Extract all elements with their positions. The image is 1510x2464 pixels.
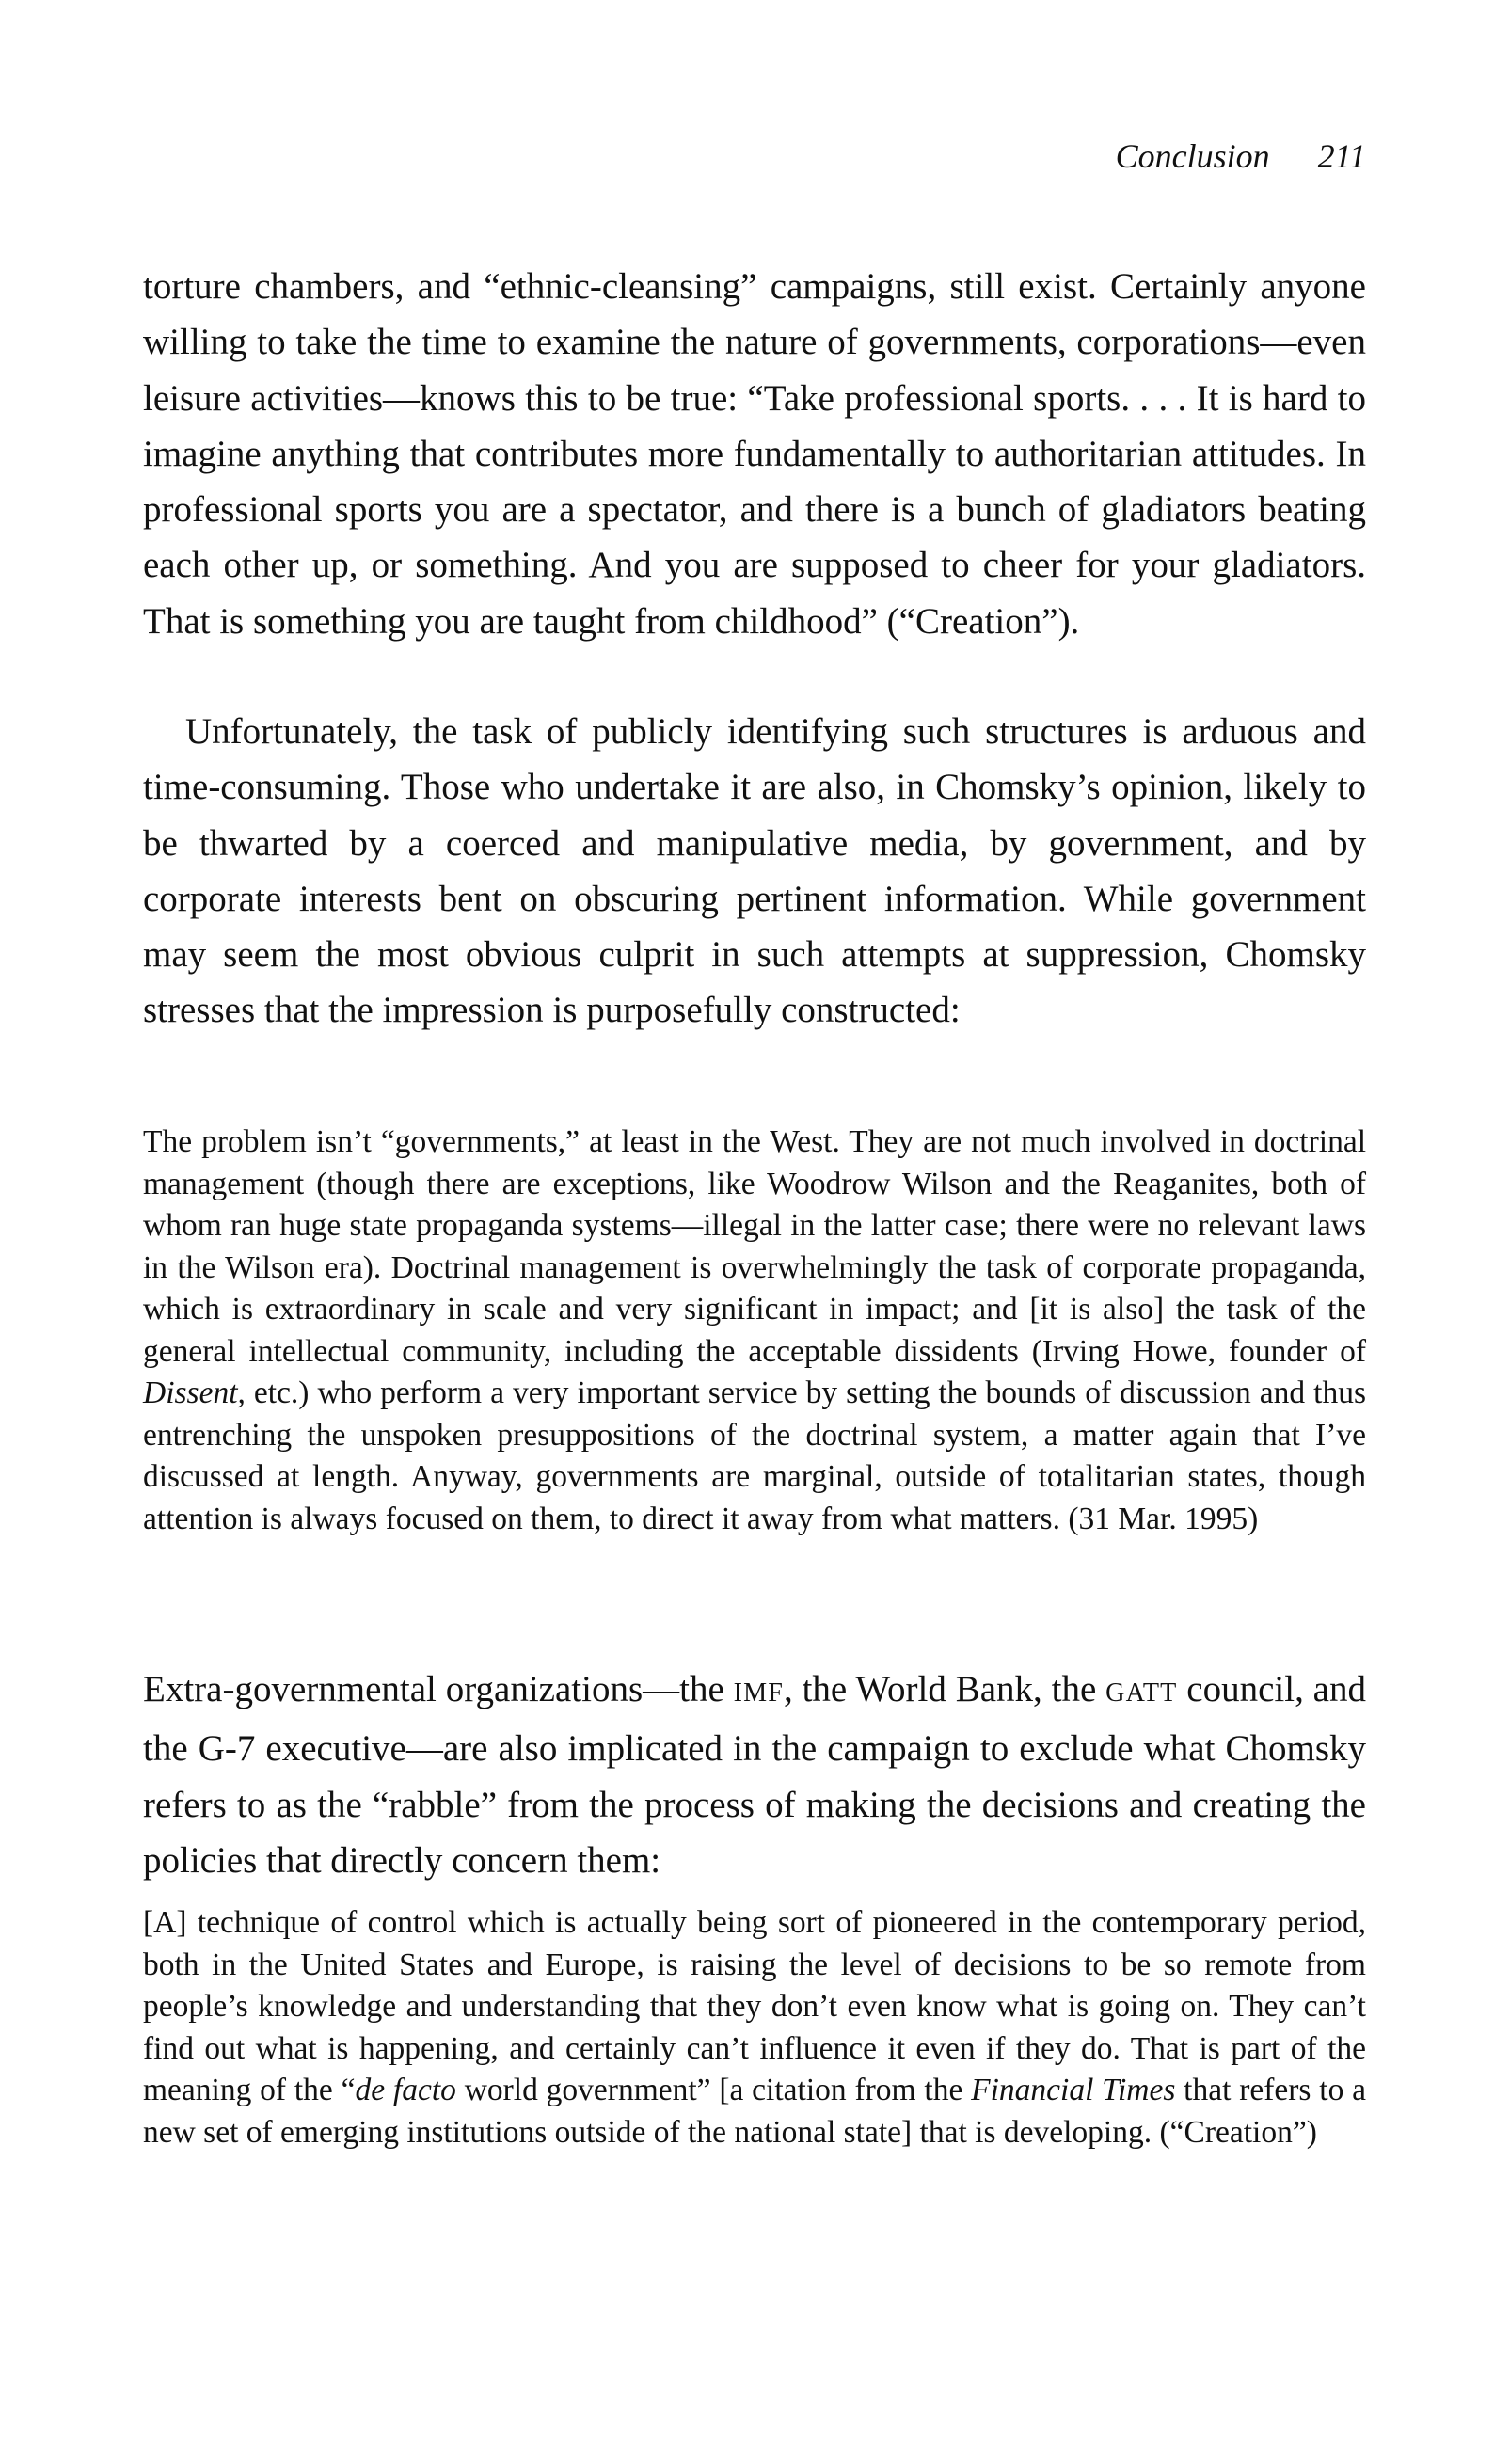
gatt-abbreviation: GATT [1105,1678,1178,1708]
block-quote-2-italic-financial-times: Financial Times [971,2073,1176,2107]
paragraph-1: torture chambers, and “ethnic-cleansing” campaigns, still exist. Certainly anyone willing to take the time to examine the nature of governments, corporations—even leisure activities—knows this to be true: “Take professional sports. . . . It is hard to imagine anything that contributes more fundamentally to authoritarian attitudes. In professional sports you are a spectator, and there is a bunch of gladiators beating each other up, or something. And you are supposed to cheer for your gladiators. That is something you are taught from childhood” (“Creation”). [143,266,1366,642]
section-title: Conclusion [1115,137,1270,175]
block-quote-2-italic-de-facto: de facto [355,2073,456,2107]
block-quote-2-text-c: that refers to a new set of emerging institutions outside of the national state] that is developing. (“Creation”) [143,2073,1366,2150]
block-quote-2 [143,1902,1366,2154]
paragraph-1-container [143,259,1366,649]
paragraph-2: Unfortunately, the task of publicly identifying such structures is arduous and time-consuming. Those who undertake it are also, in Chomsky’s opinion, likely to be thwarted by a coerced and manipulative media, by government, and by corporate interests bent on obscuring pertinent information. While government may seem the most obvious culprit in such attempts at suppression, Chomsky stresses that the impression is purposefully constructed: [143,711,1366,1031]
paragraph-3-text-a: Extra-governmental organizations—the [143,1669,734,1709]
paragraph-3-container [143,1661,1366,1888]
running-head [1116,139,1366,173]
block-quote-2-text-a: [A] technique of control which is actually being sort of pioneered in the contemporary period, both in the United States and Europe, is raising the level of decisions to be so remote from people’s knowledge and understanding that they don’t even know what is going on. They can’t find out what is happening, and certainly can’t influence it even if they do. That is part of the meaning of the “ [143,1905,1366,2107]
page-number: 211 [1317,137,1366,175]
paragraph-2-container [143,704,1366,1039]
block-quote-1 [143,1121,1366,1540]
block-quote-1-italic-dissent: Dissent, [143,1375,246,1410]
paragraph-3-text-b: , the World Bank, the [783,1669,1106,1709]
block-quote-1-text-a: The problem isn’t “governments,” at least in the West. They are not much involved in doctrinal management (though there are exceptions, like Woodrow Wilson and the Reaganites, both of whom ran huge state propaganda systems—illegal in the latter case; there were no relevant laws in the Wilson era). Doctrinal management is overwhelmingly the task of corporate propaganda, which is extraordinary in scale and very significant in impact; and [it is also] the task of the general intellectual community, including the acceptable dissidents (Irving Howe, founder of [143,1124,1366,1369]
paragraph-3-text-c: council, and the G-7 executive—are also implicated in the campaign to exclude what Chomsky refers to as the “rabble” from the process of making the decisions and creating the policies that directly concern them: [143,1669,1366,1881]
paragraph-3 [143,1661,1366,1888]
block-quote-1-container [143,1121,1366,1540]
block-quote-1-text-b: etc.) who perform a very important service by setting the bounds of discussion and thus entrenching the unspoken presuppositions of the doctrinal system, a matter again that I’ve discussed at length. Anyway, governments are marginal, outside of totalitarian states, though attention is always focused on them, to direct it away from what matters. (31 Mar. 1995) [143,1375,1366,1536]
block-quote-2-text-b: world government” [a citation from the [455,2073,972,2107]
block-quote-2-container [143,1902,1366,2154]
imf-abbreviation: IMF [733,1678,784,1708]
